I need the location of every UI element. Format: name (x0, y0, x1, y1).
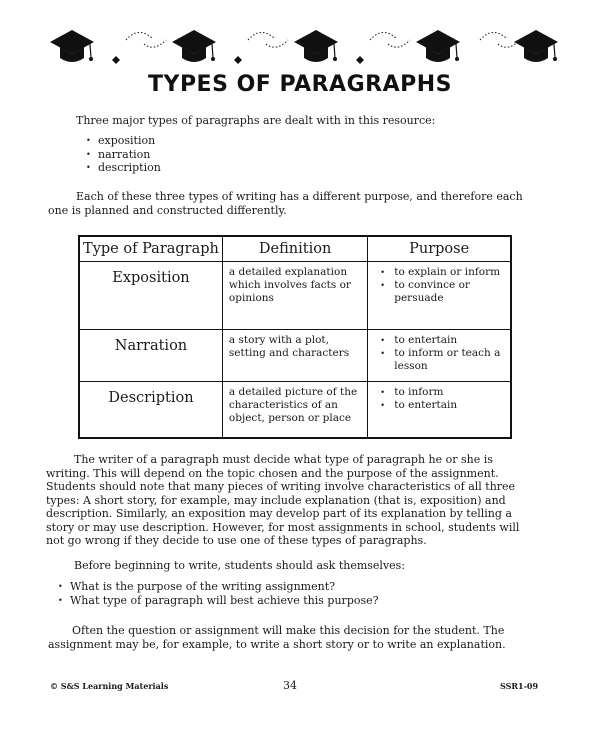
definition-cell: a detailed picture of the characteristics of an object, person or place (222, 382, 367, 438)
purpose-item: • to inform (380, 386, 504, 399)
purpose-item: • to convince or persuade (380, 279, 504, 305)
closing-paragraph: Often the question or assignment will make this decision for the student. The assignment may be, for example, to write a short story or to write an explanation. (48, 624, 506, 651)
table-row (79, 382, 511, 438)
graduation-cap-icon (50, 30, 94, 62)
table-row (79, 262, 511, 330)
table-header-row (79, 236, 511, 262)
questions-list (58, 580, 379, 607)
graduation-cap-icon (514, 30, 558, 62)
list-item: • What type of paragraph will best achieve this purpose? (58, 594, 379, 608)
diamond-icon (112, 56, 120, 64)
table-row (79, 330, 511, 382)
purpose-item: • to explain or inform (380, 266, 504, 279)
purpose-cell (368, 330, 511, 382)
definition-cell: a story with a plot, setting and characters (222, 330, 367, 382)
paragraph-types-table (78, 235, 512, 439)
list-item: • narration (86, 148, 161, 162)
diamond-icon (234, 56, 242, 64)
dotted-swirl-icon (480, 32, 520, 47)
diamond-icon (356, 56, 364, 64)
writer-paragraph: The writer of a paragraph must decide what type of paragraph he or she is writing. This will depend on the topic chosen and the purpose of the assignment. Students should note that many pieces of writing involve characteristics of all three types: A short story, for example, may include explanation (that is, exposition) and description. Similarly, an exposition may develop part of its explanation by telling a story or may use description. However, for most assignments in school, students will not go wrong if they decide to use one of these types of paragraphs. (46, 453, 520, 547)
dotted-swirl-icon (126, 32, 166, 47)
type-cell: Narration (79, 330, 222, 382)
dotted-swirl-icon (370, 32, 410, 47)
page-title: TYPES OF PARAGRAPHS (148, 72, 452, 97)
types-list (86, 134, 161, 175)
purpose-item: • to entertain (380, 334, 504, 347)
column-header: Purpose (368, 236, 511, 262)
resource-code: SSR1-09 (500, 681, 539, 691)
before-writing-text: Before beginning to write, students should ask themselves: (74, 559, 406, 572)
graduation-cap-icon (172, 30, 216, 62)
page-number: 34 (283, 679, 297, 692)
intro-text: Three major types of paragraphs are dealt with in this resource: (76, 114, 436, 127)
graduation-cap-icon (294, 30, 338, 62)
list-item: • What is the purpose of the writing assignment? (58, 580, 379, 594)
list-item: • exposition (86, 134, 161, 148)
list-item: • description (86, 161, 161, 175)
column-header: Definition (222, 236, 367, 262)
purpose-item: • to inform or teach a lesson (380, 347, 504, 373)
column-header: Type of Paragraph (79, 236, 222, 262)
graduation-cap-icon (416, 30, 460, 62)
purpose-paragraph: Each of these three types of writing has a different purpose, and therefore each one is planned and constructed differently. (48, 190, 523, 217)
purpose-cell (368, 382, 511, 438)
purpose-item: • to entertain (380, 399, 504, 412)
publisher-credit: © S&S Learning Materials (50, 681, 169, 691)
dotted-swirl-icon (248, 32, 288, 47)
purpose-cell (368, 262, 511, 330)
graduation-cap-banner (40, 20, 560, 70)
type-cell: Exposition (79, 262, 222, 330)
definition-cell: a detailed explanation which involves facts or opinions (222, 262, 367, 330)
type-cell: Description (79, 382, 222, 438)
